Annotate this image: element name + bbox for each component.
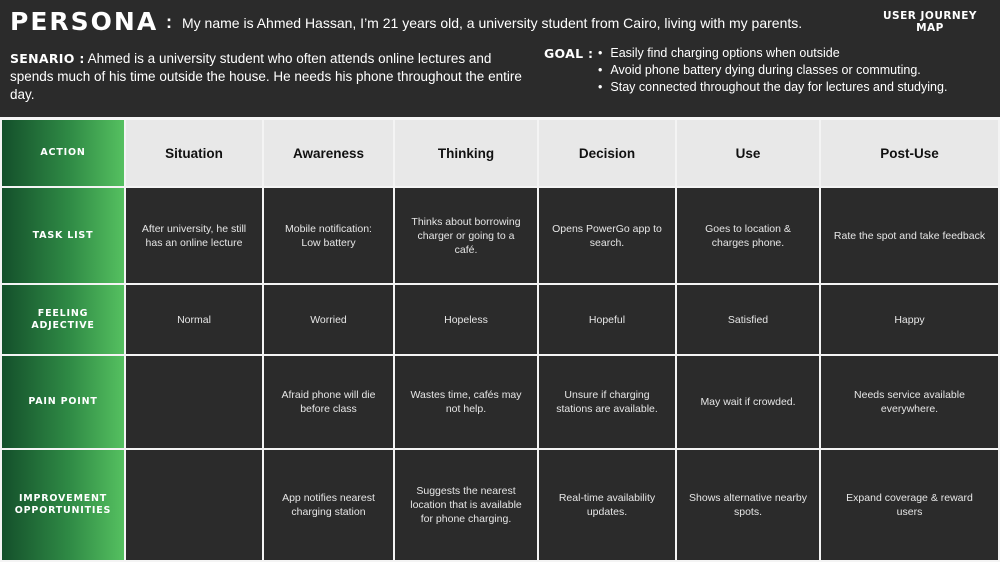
table-cell: Goes to location & charges phone. bbox=[677, 188, 819, 283]
stage-header-decision: Decision bbox=[539, 120, 675, 186]
goal-list bbox=[598, 45, 947, 96]
table-cell bbox=[126, 356, 262, 448]
stage-header-post-use: Post-Use bbox=[821, 120, 998, 186]
table-cell: Afraid phone will die before class bbox=[264, 356, 393, 448]
table-cell: Suggests the nearest location that is available for phone charging. bbox=[395, 450, 537, 560]
table-cell: After university, he still has an online lecture bbox=[126, 188, 262, 283]
goal-item: • Stay connected throughout the day for lectures and studying. bbox=[598, 79, 947, 96]
stage-header-thinking: Thinking bbox=[395, 120, 537, 186]
table-cell: Expand coverage & reward users bbox=[821, 450, 998, 560]
persona-header bbox=[0, 0, 1000, 116]
row-label-task-list: TASK LIST bbox=[2, 188, 124, 283]
table-cell: Mobile notification: Low battery bbox=[264, 188, 393, 283]
table-cell: Real-time availability updates. bbox=[539, 450, 675, 560]
goal-label: GOAL : bbox=[544, 46, 594, 61]
row-label-feeling-adjective: FEELING ADJECTIVE bbox=[2, 285, 124, 354]
stage-header-awareness: Awareness bbox=[264, 120, 393, 186]
row-label-improvement-opportunities: IMPROVEMENT OPPORTUNITIES bbox=[2, 450, 124, 560]
persona-description: My name is Ahmed Hassan, I’m 21 years old, a university student from Cairo, living with my parents. bbox=[182, 15, 803, 31]
table-cell: Shows alternative nearby spots. bbox=[677, 450, 819, 560]
journey-title-line1: USER JOURNEY bbox=[882, 10, 977, 22]
table-cell: Normal bbox=[126, 285, 262, 354]
table-cell: Satisfied bbox=[677, 285, 819, 354]
scenario-block bbox=[10, 50, 532, 104]
table-cell: Rate the spot and take feedback bbox=[821, 188, 998, 283]
row-label-pain-point: PAIN POINT bbox=[2, 356, 124, 448]
table-cell: Needs service available everywhere. bbox=[821, 356, 998, 448]
scenario-label: SENARIO : bbox=[10, 51, 85, 66]
stage-header-situation: Situation bbox=[126, 120, 262, 186]
table-cell: Worried bbox=[264, 285, 393, 354]
persona-label: PERSONA bbox=[10, 7, 159, 36]
journey-title-line2: MAP bbox=[916, 22, 944, 34]
goal-item: • Avoid phone battery dying during classes or commuting. bbox=[598, 62, 947, 79]
journey-map-title bbox=[862, 10, 998, 34]
table-cell: Thinks about borrowing charger or going to a café. bbox=[395, 188, 537, 283]
journey-map-table bbox=[0, 117, 1000, 562]
stage-header-use: Use bbox=[677, 120, 819, 186]
goal-item: • Easily find charging options when outside bbox=[598, 45, 947, 62]
table-cell: App notifies nearest charging station bbox=[264, 450, 393, 560]
table-cell bbox=[126, 450, 262, 560]
table-cell: May wait if crowded. bbox=[677, 356, 819, 448]
table-cell: Happy bbox=[821, 285, 998, 354]
persona-colon: : bbox=[166, 12, 172, 32]
table-cell: Hopeful bbox=[539, 285, 675, 354]
scenario-text: Ahmed is a university student who often attends online lectures and spends much of his time outside the house. He needs his phone throughout the entire day. bbox=[10, 51, 522, 102]
table-cell: Opens PowerGo app to search. bbox=[539, 188, 675, 283]
action-corner-label: ACTION bbox=[2, 120, 124, 186]
table-cell: Wastes time, cafés may not help. bbox=[395, 356, 537, 448]
table-cell: Hopeless bbox=[395, 285, 537, 354]
table-cell: Unsure if charging stations are available. bbox=[539, 356, 675, 448]
